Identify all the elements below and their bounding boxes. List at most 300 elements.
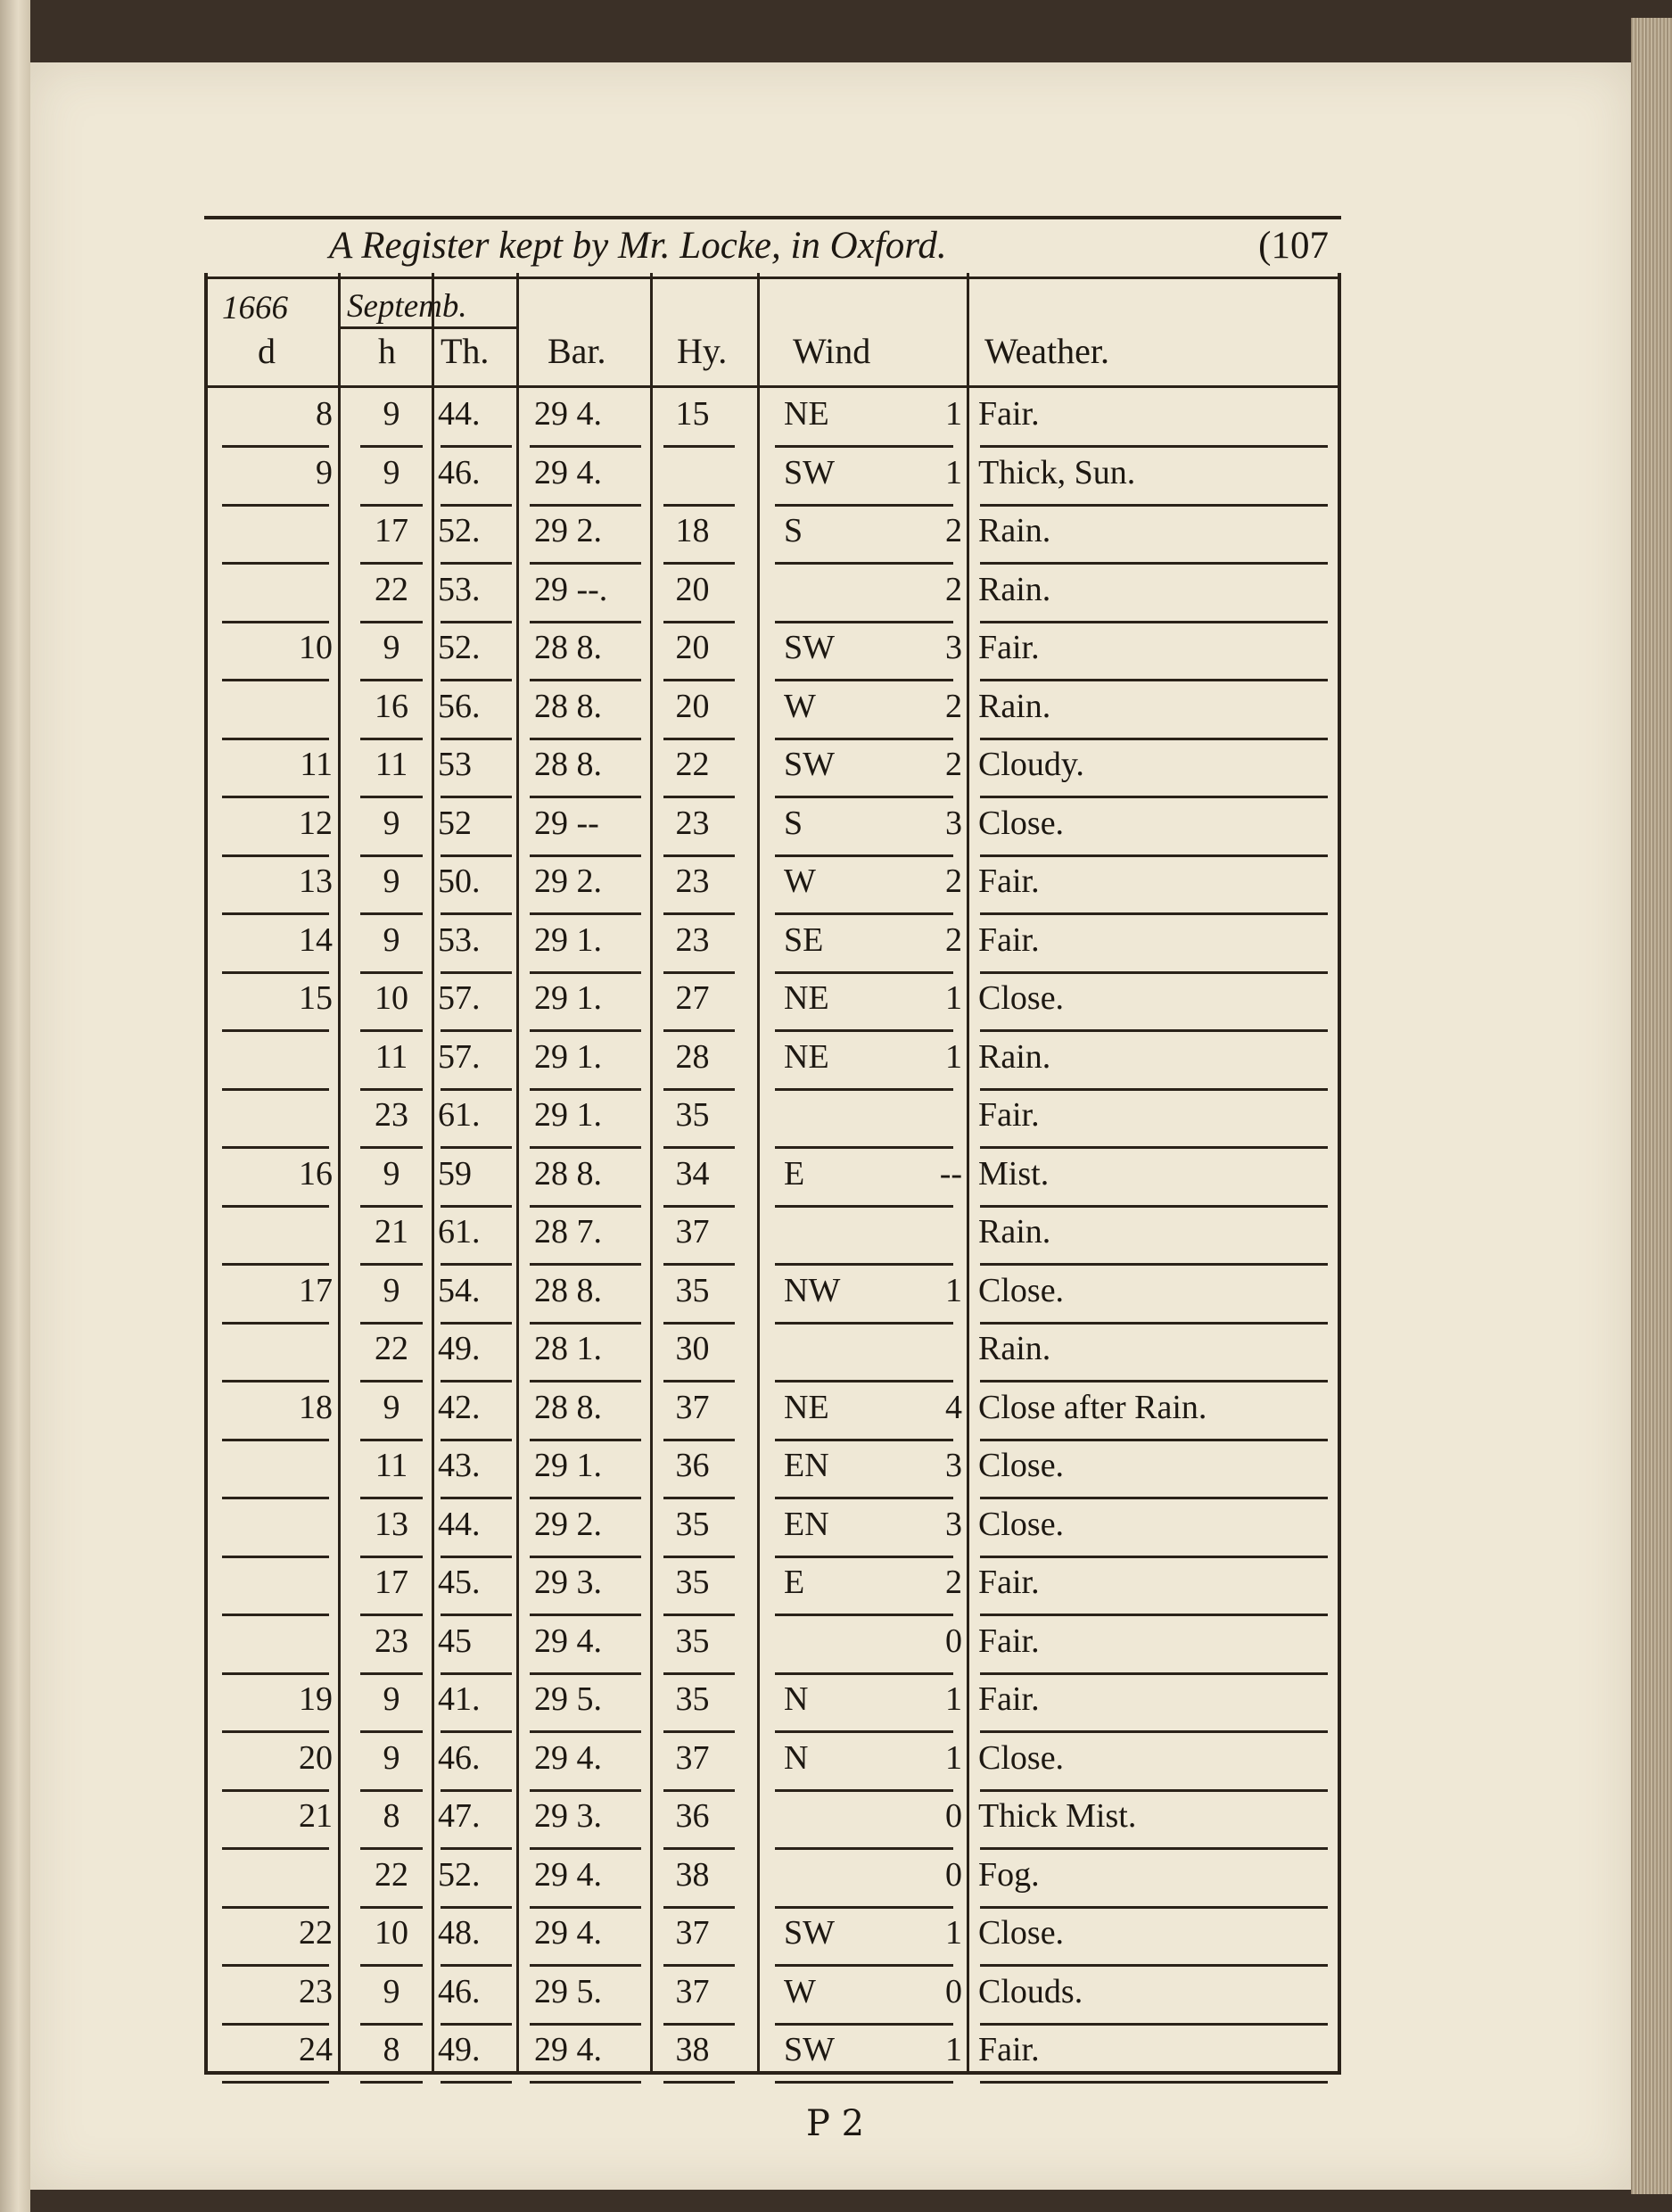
barometer-cell: 29 1. (534, 1037, 602, 1076)
row-underline (441, 796, 512, 798)
row-underline (775, 2081, 953, 2084)
row-underline (775, 621, 953, 623)
barometer-cell: 29 1. (534, 1447, 602, 1484)
table-row (204, 450, 1341, 508)
wind-force-cell: 2 (945, 1564, 962, 1601)
thermometer-cell: 53. (438, 570, 481, 608)
wind-direction-cell: W (784, 863, 816, 900)
thermometer-cell: 49. (438, 1330, 481, 1367)
barometer-cell: 29 5. (534, 1680, 602, 1718)
day-cell: 8 (316, 395, 333, 433)
wind-force-cell: 3 (945, 629, 962, 666)
wind-force-cell: 2 (945, 863, 962, 900)
row-underline (663, 1556, 735, 1558)
row-underline (441, 1964, 512, 1967)
row-underline (663, 738, 735, 740)
page-title: A Register kept by Mr. Locke, in Oxford. (329, 225, 947, 267)
wind-force-cell: 2 (945, 687, 962, 725)
weather-cell: Close. (978, 804, 1065, 842)
row-underline (530, 912, 641, 915)
row-underline (441, 1906, 512, 1909)
row-underline (530, 1146, 641, 1149)
wind-direction-cell: W (784, 687, 816, 725)
row-underline (530, 854, 641, 857)
row-underline (530, 1672, 641, 1675)
row-underline (980, 1322, 1328, 1325)
row-underline (530, 1730, 641, 1733)
row-underline (980, 2081, 1328, 2084)
thermometer-cell: 52 (438, 804, 472, 842)
row-underline (980, 1263, 1328, 1266)
thermometer-cell: 61. (438, 1096, 481, 1134)
barometer-cell: 29 4. (534, 1738, 602, 1777)
weather-cell: Fog. (978, 1855, 1040, 1894)
thermometer-cell: 48. (438, 1914, 481, 1952)
barometer-cell: 28 7. (534, 1213, 602, 1250)
row-underline (222, 679, 329, 681)
weather-cell: Rain. (978, 512, 1051, 549)
row-underline (775, 1380, 953, 1382)
row-underline (360, 796, 423, 798)
hour-cell: 9 (383, 629, 400, 666)
row-underline (663, 1497, 735, 1499)
wind-direction-cell: NW (784, 1271, 841, 1309)
row-underline (663, 796, 735, 798)
hygroscope-cell: 38 (675, 1855, 710, 1894)
book-page-edges (1631, 18, 1672, 2194)
row-underline (360, 912, 423, 915)
thermometer-cell: 53. (438, 920, 481, 959)
row-underline (360, 1029, 423, 1032)
barometer-cell: 28 8. (534, 687, 602, 725)
hygroscope-cell: 35 (675, 1622, 710, 1660)
wind-force-cell: 3 (945, 804, 962, 842)
row-underline (530, 1029, 641, 1032)
row-underline (663, 1964, 735, 1967)
thermometer-cell: 52. (438, 629, 481, 666)
hour-cell: 9 (383, 863, 400, 900)
row-underline (360, 1672, 423, 1675)
row-underline (360, 679, 423, 681)
weather-cell: Close after Rain. (978, 1388, 1207, 1426)
weather-cell: Thick, Sun. (978, 453, 1136, 491)
hour-cell: 9 (383, 1738, 400, 1777)
row-underline (360, 2081, 423, 2084)
weather-cell: Rain. (978, 1213, 1051, 1250)
row-underline (530, 1263, 641, 1266)
wind-force-cell: 1 (945, 395, 962, 433)
wind-force-cell: 0 (945, 1797, 962, 1835)
barometer-cell: 29 -- (534, 804, 599, 842)
row-underline (222, 1029, 329, 1032)
hygroscope-cell: 23 (675, 920, 710, 959)
row-underline (222, 1088, 329, 1091)
row-underline (775, 1672, 953, 1675)
row-underline (222, 1380, 329, 1382)
wind-direction-cell: SE (784, 920, 824, 959)
row-underline (530, 679, 641, 681)
row-underline (441, 1497, 512, 1499)
row-underline (663, 1789, 735, 1792)
row-underline (980, 2023, 1328, 2026)
wind-force-cell: 1 (945, 1037, 962, 1076)
wind-direction-cell: EN (784, 1505, 829, 1543)
row-underline (663, 1614, 735, 1616)
wind-direction-cell: NE (784, 1388, 829, 1426)
row-underline (360, 1730, 423, 1733)
hygroscope-cell: 18 (675, 512, 710, 549)
table-row (204, 858, 1341, 917)
row-underline (980, 504, 1328, 507)
barometer-cell: 29 2. (534, 863, 602, 900)
hygroscope-cell: 30 (675, 1330, 710, 1367)
wind-force-cell: 0 (945, 1855, 962, 1894)
hour-cell: 22 (375, 1330, 408, 1367)
hour-cell: 9 (383, 1271, 400, 1309)
table-row (204, 1325, 1341, 1384)
hour-cell: 9 (383, 1388, 400, 1426)
row-underline (441, 1263, 512, 1266)
row-underline (663, 1029, 735, 1032)
row-underline (360, 1439, 423, 1441)
row-underline (530, 2081, 641, 2084)
wind-direction-cell: E (784, 1154, 805, 1193)
barometer-cell: 29 2. (534, 1505, 602, 1543)
table-row (204, 1910, 1341, 1969)
wind-force-cell: 0 (945, 1972, 962, 2010)
weather-cell: Cloudy. (978, 746, 1084, 783)
row-underline (360, 1789, 423, 1792)
row-underline (360, 1497, 423, 1499)
facing-page-edge (0, 0, 30, 2212)
row-underline (980, 562, 1328, 565)
row-underline (775, 1497, 953, 1499)
table-row (204, 1034, 1341, 1093)
row-underline (775, 1029, 953, 1032)
day-cell: 10 (299, 629, 333, 666)
hour-cell: 9 (383, 920, 400, 959)
wind-force-cell: 1 (945, 1271, 962, 1309)
row-underline (441, 679, 512, 681)
row-underline (775, 562, 953, 565)
row-underline (222, 912, 329, 915)
row-underline (360, 1614, 423, 1616)
thermometer-cell: 52. (438, 1855, 481, 1894)
table-row (204, 917, 1341, 976)
row-underline (775, 504, 953, 507)
row-underline (775, 1614, 953, 1616)
weather-cell: Clouds. (978, 1972, 1083, 2010)
row-underline (360, 971, 423, 974)
barometer-cell: 29 4. (534, 1622, 602, 1660)
row-underline (980, 1789, 1328, 1792)
hygroscope-cell: 20 (675, 570, 710, 608)
wind-direction-cell: W (784, 1972, 816, 2010)
row-underline (360, 1847, 423, 1850)
row-underline (530, 1439, 641, 1441)
thermometer-cell: 57. (438, 1037, 481, 1076)
row-underline (441, 621, 512, 623)
row-underline (441, 1789, 512, 1792)
hour-cell: 8 (383, 2031, 400, 2068)
row-underline (222, 562, 329, 565)
hygroscope-cell: 36 (675, 1797, 710, 1835)
weather-cell: Close. (978, 1738, 1065, 1777)
barometer-cell: 29 1. (534, 1096, 602, 1134)
row-underline (441, 1672, 512, 1675)
wind-force-cell: 4 (945, 1388, 962, 1426)
row-underline (980, 1205, 1328, 1208)
row-underline (663, 971, 735, 974)
thermometer-cell: 56. (438, 687, 481, 725)
row-underline (222, 2023, 329, 2026)
row-underline (530, 504, 641, 507)
hour-cell: 9 (383, 453, 400, 491)
row-underline (980, 1380, 1328, 1382)
row-underline (775, 912, 953, 915)
row-underline (530, 1789, 641, 1792)
row-underline (980, 1730, 1328, 1733)
row-underline (980, 971, 1328, 974)
hygroscope-cell: 28 (675, 1037, 710, 1076)
barometer-cell: 29 4. (534, 2031, 602, 2068)
day-cell: 22 (299, 1914, 333, 1952)
thermometer-cell: 49. (438, 2031, 481, 2068)
row-underline (441, 1730, 512, 1733)
barometer-cell: 29 --. (534, 570, 608, 608)
wind-force-cell: 1 (945, 1680, 962, 1718)
table-row (204, 800, 1341, 859)
header-hygroscope: Hy. (677, 331, 728, 371)
row-underline (980, 1439, 1328, 1441)
row-underline (980, 912, 1328, 915)
row-underline (775, 679, 953, 681)
hour-cell: 9 (383, 1680, 400, 1718)
thermometer-cell: 59 (438, 1154, 472, 1193)
day-cell: 19 (299, 1680, 333, 1718)
hygroscope-cell: 38 (675, 2031, 710, 2068)
thermometer-cell: 43. (438, 1447, 481, 1484)
weather-cell: Fair. (978, 1622, 1040, 1660)
row-underline (222, 854, 329, 857)
barometer-cell: 29 1. (534, 920, 602, 959)
row-underline (441, 1146, 512, 1149)
barometer-cell: 29 2. (534, 512, 602, 549)
row-underline (222, 1146, 329, 1149)
hygroscope-cell: 23 (675, 863, 710, 900)
row-underline (222, 1556, 329, 1558)
thermometer-cell: 42. (438, 1388, 481, 1426)
row-underline (222, 504, 329, 507)
row-underline (775, 1847, 953, 1850)
row-underline (530, 1088, 641, 1091)
month-label: Septemb. (347, 288, 467, 325)
header-day: d (258, 331, 276, 371)
row-underline (775, 1556, 953, 1558)
running-header (204, 216, 1341, 279)
barometer-cell: 29 4. (534, 395, 602, 433)
table-row (204, 1676, 1341, 1735)
row-underline (663, 1263, 735, 1266)
row-underline (663, 1730, 735, 1733)
row-underline (663, 1088, 735, 1091)
row-underline (441, 2081, 512, 2084)
header-thermometer: Th. (441, 331, 490, 371)
weather-cell: Fair. (978, 629, 1040, 666)
table-row (204, 508, 1341, 566)
wind-direction-cell: SW (784, 2031, 835, 2068)
table-row (204, 1092, 1341, 1151)
hygroscope-cell: 15 (675, 395, 710, 433)
hygroscope-cell: 35 (675, 1271, 710, 1309)
row-underline (441, 1614, 512, 1616)
hour-cell: 9 (383, 395, 400, 433)
day-cell: 17 (299, 1271, 333, 1309)
thermometer-cell: 50. (438, 863, 481, 900)
wind-force-cell: 1 (945, 453, 962, 491)
row-underline (441, 2023, 512, 2026)
row-underline (980, 738, 1328, 740)
row-underline (222, 1205, 329, 1208)
row-underline (360, 1263, 423, 1266)
row-underline (360, 1556, 423, 1558)
thermometer-cell: 61. (438, 1213, 481, 1250)
day-cell: 12 (299, 804, 333, 842)
wind-direction-cell: NE (784, 1037, 829, 1076)
row-underline (663, 621, 735, 623)
day-cell: 23 (299, 1972, 333, 2010)
weather-cell: Close. (978, 1447, 1065, 1484)
weather-cell: Fair. (978, 1680, 1040, 1718)
weather-cell: Rain. (978, 570, 1051, 608)
day-cell: 13 (299, 863, 333, 900)
row-underline (360, 1205, 423, 1208)
table-row (204, 1852, 1341, 1911)
row-underline (775, 1906, 953, 1909)
day-cell: 15 (299, 979, 333, 1017)
day-cell: 9 (316, 453, 333, 491)
row-underline (775, 1439, 953, 1441)
wind-direction-cell: SW (784, 746, 835, 783)
row-underline (360, 445, 423, 448)
row-underline (441, 445, 512, 448)
row-underline (222, 1614, 329, 1616)
barometer-cell: 29 4. (534, 1914, 602, 1952)
table-row (204, 1209, 1341, 1267)
row-underline (980, 679, 1328, 681)
row-underline (980, 1614, 1328, 1616)
header-weather: Weather. (984, 331, 1110, 371)
row-underline (980, 1964, 1328, 1967)
row-underline (222, 621, 329, 623)
row-underline (775, 2023, 953, 2026)
row-underline (663, 1439, 735, 1441)
hygroscope-cell: 36 (675, 1447, 710, 1484)
row-underline (663, 2023, 735, 2026)
hour-cell: 10 (375, 1914, 408, 1952)
barometer-cell: 29 3. (534, 1564, 602, 1601)
row-underline (530, 1847, 641, 1850)
header-barometer: Bar. (548, 331, 606, 371)
row-underline (441, 1556, 512, 1558)
row-underline (775, 1088, 953, 1091)
hour-cell: 23 (375, 1622, 408, 1660)
row-underline (663, 1322, 735, 1325)
day-cell: 21 (299, 1797, 333, 1835)
row-underline (530, 971, 641, 974)
thermometer-cell: 57. (438, 979, 481, 1017)
hour-cell: 8 (383, 1797, 400, 1835)
row-underline (360, 1088, 423, 1091)
month-underline (338, 326, 516, 329)
row-underline (775, 796, 953, 798)
table-row (204, 1501, 1341, 1560)
row-underline (663, 562, 735, 565)
barometer-cell: 28 1. (534, 1330, 602, 1367)
hygroscope-cell: 23 (675, 804, 710, 842)
hygroscope-cell: 37 (675, 1972, 710, 2010)
thermometer-cell: 47. (438, 1797, 481, 1835)
barometer-cell: 28 8. (534, 629, 602, 666)
row-underline (980, 1029, 1328, 1032)
table-row (204, 1618, 1341, 1677)
hygroscope-cell: 22 (675, 746, 710, 783)
wind-direction-cell: SW (784, 1914, 835, 1952)
weather-cell: Thick Mist. (978, 1797, 1137, 1835)
hygroscope-cell: 35 (675, 1680, 710, 1718)
row-underline (980, 1497, 1328, 1499)
thermometer-cell: 53 (438, 746, 472, 783)
row-underline (222, 2081, 329, 2084)
row-underline (222, 1847, 329, 1850)
row-underline (441, 1029, 512, 1032)
table-row (204, 624, 1341, 683)
signature-mark: P 2 (806, 2103, 865, 2144)
row-underline (663, 1906, 735, 1909)
barometer-cell: 29 5. (534, 1972, 602, 2010)
row-underline (222, 1263, 329, 1266)
row-underline (663, 854, 735, 857)
row-underline (360, 738, 423, 740)
hygroscope-cell: 34 (675, 1154, 710, 1193)
thermometer-cell: 46. (438, 1738, 481, 1777)
hygroscope-cell: 37 (675, 1388, 710, 1426)
row-underline (530, 445, 641, 448)
thermometer-cell: 44. (438, 1505, 481, 1543)
row-underline (222, 1906, 329, 1909)
barometer-cell: 28 8. (534, 1388, 602, 1426)
row-underline (360, 854, 423, 857)
row-underline (980, 854, 1328, 857)
wind-force-cell: 1 (945, 2031, 962, 2068)
row-underline (775, 1146, 953, 1149)
row-underline (530, 1497, 641, 1499)
hygroscope-cell: 20 (675, 629, 710, 666)
row-underline (530, 1906, 641, 1909)
row-underline (663, 1146, 735, 1149)
weather-cell: Fair. (978, 395, 1040, 433)
weather-cell: Close. (978, 1505, 1065, 1543)
barometer-cell: 28 8. (534, 746, 602, 783)
wind-force-cell: 1 (945, 1738, 962, 1777)
row-underline (775, 1730, 953, 1733)
table-row (204, 391, 1341, 450)
weather-cell: Mist. (978, 1154, 1050, 1193)
row-underline (441, 738, 512, 740)
wind-force-cell: 2 (945, 512, 962, 549)
row-underline (663, 2081, 735, 2084)
thermometer-cell: 46. (438, 453, 481, 491)
